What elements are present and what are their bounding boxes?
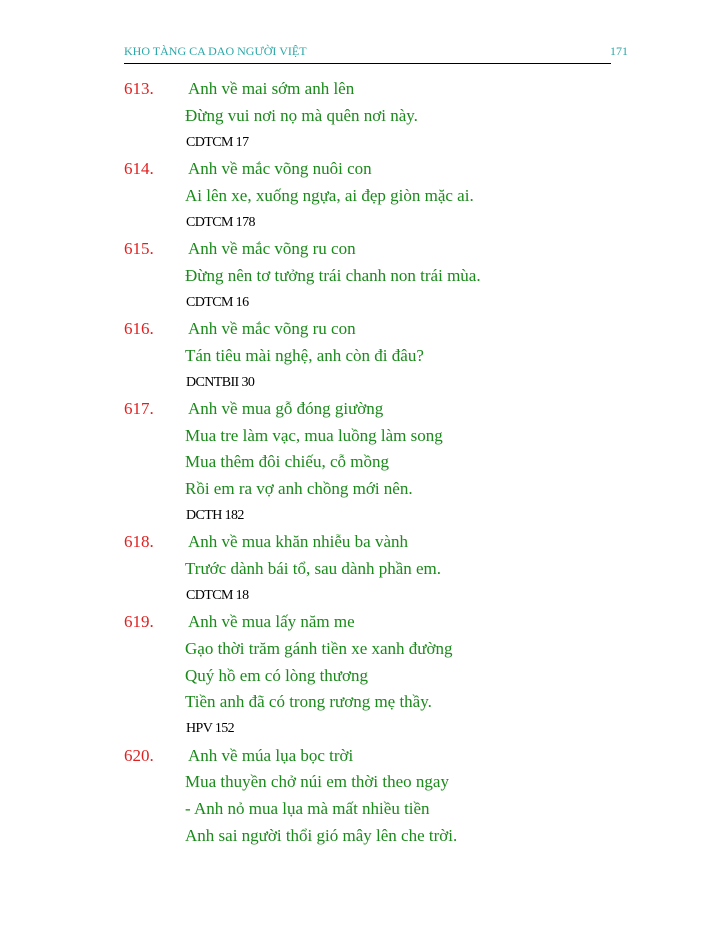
page-number: 171 [610,44,628,58]
verse-number: 615. [124,239,154,258]
verse-line: Tán tiêu mài nghệ, anh còn đi đâu? [185,346,424,365]
verse-line: - Anh nỏ mua lụa mà mất nhiều tiền [185,799,430,818]
source-citation: CDTCM 178 [186,215,255,230]
verse-line: Mua thuyền chở núi em thời theo ngay [185,772,449,791]
verse-line: Anh về mắc võng ru con [188,319,356,338]
verse-line: Rồi em ra vợ anh chồng mới nên. [185,479,413,498]
book-title: KHO TÀNG CA DAO NGƯỜI VIỆT [124,44,307,58]
verse-number: 614. [124,159,154,178]
source-citation: CDTCM 18 [186,588,249,603]
verse-line: Mua thêm đôi chiếu, cỗ mồng [185,452,389,471]
source-citation: DCNTBII 30 [186,375,255,390]
verse-number: 617. [124,399,154,418]
verse-number: 613. [124,79,154,98]
verse-line: Anh về mua lấy năm me [188,612,355,631]
source-citation: DCTH 182 [186,508,244,523]
source-citation: CDTCM 17 [186,135,249,150]
header-divider [124,63,611,64]
verse-line: Anh về múa lụa bọc trời [188,746,354,765]
verse-line: Quý hồ em có lòng thương [185,666,368,685]
verse-line: Đừng vui nơi nọ mà quên nơi này. [185,106,418,125]
source-citation: HPV 152 [186,721,235,736]
verse-number: 618. [124,532,154,551]
verse-line: Đừng nên tơ tưởng trái chanh non trái mùa. [185,266,481,285]
verse-line: Anh về mắc võng ru con [188,239,356,258]
verse-line: Anh về mai sớm anh lên [188,79,355,98]
verse-number: 620. [124,746,154,765]
verse-line: Mua tre làm vạc, mua luồng làm song [185,426,443,445]
verse-line: Ai lên xe, xuống ngựa, ai đẹp giòn mặc ai. [185,186,474,205]
verse-number: 616. [124,319,154,338]
verse-line: Trước dành bái tổ, sau dành phần em. [185,559,442,578]
verse-line: Anh sai người thổi gió mây lên che trời. [185,826,458,845]
verse-line: Anh về mua khăn nhiễu ba vành [188,532,408,551]
verse-line: Anh về mắc võng nuôi con [188,159,372,178]
running-header [124,44,628,64]
verse-line: Tiền anh đã có trong rương mẹ thầy. [185,692,432,711]
verse-line: Anh về mua gỗ đóng giường [188,399,384,418]
source-citation: CDTCM 16 [186,295,249,310]
verse-line: Gạo thời trăm gánh tiền xe xanh đường [185,639,453,658]
verse-number: 619. [124,612,154,631]
